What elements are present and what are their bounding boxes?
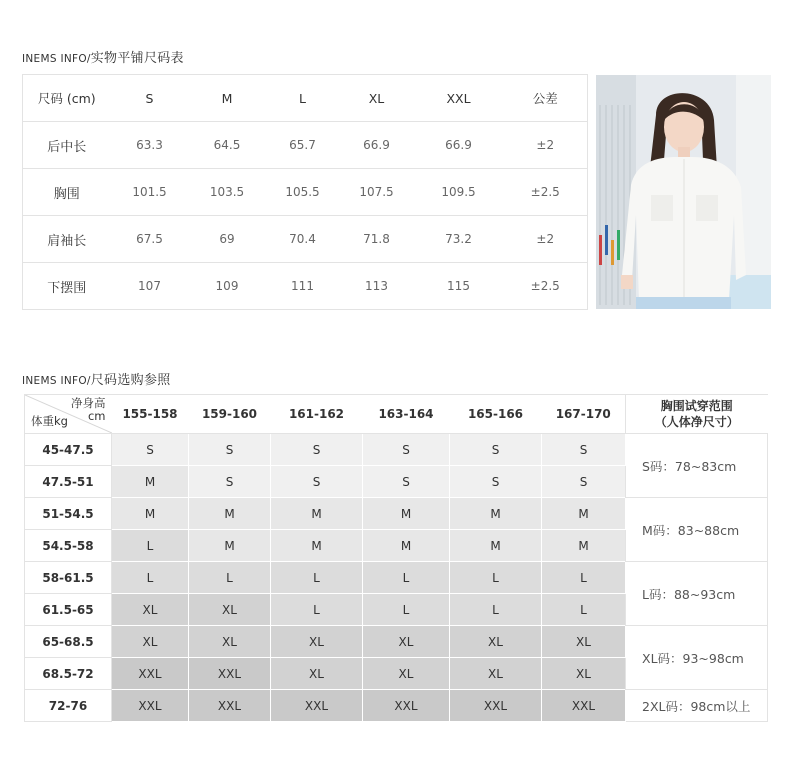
size-cell: L (112, 562, 189, 594)
weight-cell: 65-68.5 (25, 626, 112, 658)
height-header: 165-166 (450, 395, 542, 434)
value-cell: ±2 (504, 122, 588, 169)
header-cell: 尺码 (cm) (23, 75, 111, 122)
header-cell: 公差 (504, 75, 588, 122)
weight-cell: 58-61.5 (25, 562, 112, 594)
size-cell: S (271, 466, 363, 498)
range-header (626, 395, 768, 434)
value-cell: 69 (189, 216, 266, 263)
size-cell: S (363, 434, 450, 466)
size-guide-header-row (25, 395, 768, 434)
value-cell: 66.9 (414, 122, 504, 169)
size-cell: L (271, 594, 363, 626)
value-cell: 105.5 (266, 169, 340, 216)
size-guide-title (22, 369, 171, 388)
size-cell: XL (363, 626, 450, 658)
size-cell: S (450, 434, 542, 466)
value-cell: 111 (266, 263, 340, 310)
size-cell: L (189, 562, 271, 594)
weight-cell: 61.5-65 (25, 594, 112, 626)
value-cell: 101.5 (111, 169, 189, 216)
weight-cell: 51-54.5 (25, 498, 112, 530)
value-cell: 63.3 (111, 122, 189, 169)
size-cell: M (450, 530, 542, 562)
size-cell: S (542, 466, 626, 498)
value-cell: 65.7 (266, 122, 340, 169)
size-cell: XXL (542, 690, 626, 722)
size-cell: M (112, 466, 189, 498)
size-cell: XL (450, 626, 542, 658)
size-cell: S (542, 434, 626, 466)
table-row (25, 434, 768, 466)
corner-cell (25, 395, 112, 434)
weight-cell: 72-76 (25, 690, 112, 722)
size-cell: M (189, 530, 271, 562)
table-row (23, 122, 588, 169)
weight-cell: 45-47.5 (25, 434, 112, 466)
size-table-title (22, 47, 184, 66)
header-cell: L (266, 75, 340, 122)
range-header-line1: 胸围试穿范围 (660, 399, 733, 413)
height-header: 163-164 (363, 395, 450, 434)
size-cell: M (363, 498, 450, 530)
weight-cell: 47.5-51 (25, 466, 112, 498)
value-cell: 71.8 (340, 216, 414, 263)
height-header: 155-158 (112, 395, 189, 434)
model-illustration (596, 75, 771, 309)
range-header-line2: （人体净尺寸） (654, 415, 739, 429)
size-cell: M (112, 498, 189, 530)
size-cell: XL (542, 658, 626, 690)
size-cell: L (450, 594, 542, 626)
size-cell: L (450, 562, 542, 594)
size-cell: XXL (112, 658, 189, 690)
value-cell: 107.5 (340, 169, 414, 216)
chest-range-cell: XL码：93~98cm (626, 626, 768, 690)
height-header: 161-162 (271, 395, 363, 434)
value-cell: 70.4 (266, 216, 340, 263)
size-cell: XXL (189, 658, 271, 690)
size-cell: XL (112, 626, 189, 658)
value-cell: ±2 (504, 216, 588, 263)
row-label: 胸围 (23, 169, 111, 216)
value-cell: 109 (189, 263, 266, 310)
size-cell: S (112, 434, 189, 466)
size-cell: XL (271, 626, 363, 658)
size-cell: XXL (450, 690, 542, 722)
size-cell: XL (363, 658, 450, 690)
row-label: 下摆围 (23, 263, 111, 310)
size-cell: M (450, 498, 542, 530)
size-cell: S (450, 466, 542, 498)
table-row (25, 498, 768, 530)
size-cell: M (189, 498, 271, 530)
size-cell: L (363, 594, 450, 626)
size-cell: XXL (189, 690, 271, 722)
weight-cell: 54.5-58 (25, 530, 112, 562)
size-cell: S (363, 466, 450, 498)
header-cell: XL (340, 75, 414, 122)
size-cell: XXL (271, 690, 363, 722)
value-cell: 113 (340, 263, 414, 310)
title-prefix: INEMS INFO/ (22, 53, 91, 65)
size-cell: L (112, 530, 189, 562)
corner-weight-label: 体重kg (31, 414, 68, 428)
header-cell: XXL (414, 75, 504, 122)
chest-range-cell: M码：83~88cm (626, 498, 768, 562)
model-photo-image (596, 75, 771, 309)
row-label: 后中长 (23, 122, 111, 169)
size-guide-table (24, 394, 768, 722)
size-cell: M (542, 498, 626, 530)
title-main: 实物平铺尺码表 (90, 51, 184, 66)
size-cell: L (363, 562, 450, 594)
weight-cell: 68.5-72 (25, 658, 112, 690)
flat-size-table (22, 74, 588, 310)
size-cell: XXL (112, 690, 189, 722)
height-header: 159-160 (189, 395, 271, 434)
size-cell: XL (542, 626, 626, 658)
header-cell: S (111, 75, 189, 122)
size-table-header-row (23, 75, 588, 122)
size-cell: M (271, 498, 363, 530)
size-cell: L (542, 594, 626, 626)
size-cell: M (271, 530, 363, 562)
corner-height-label (71, 397, 106, 423)
value-cell: 107 (111, 263, 189, 310)
size-cell: XL (450, 658, 542, 690)
chest-range-cell: S码：78~83cm (626, 434, 768, 498)
size-cell: XL (189, 594, 271, 626)
size-cell: XL (189, 626, 271, 658)
size-cell: M (542, 530, 626, 562)
header-cell: M (189, 75, 266, 122)
value-cell: 64.5 (189, 122, 266, 169)
table-row (23, 263, 588, 310)
table-row (23, 216, 588, 263)
value-cell: 67.5 (111, 216, 189, 263)
chest-range-cell: L码：88~93cm (626, 562, 768, 626)
value-cell: 115 (414, 263, 504, 310)
title-main: 尺码选购参照 (90, 373, 171, 388)
table-row (25, 626, 768, 658)
title-prefix: INEMS INFO/ (22, 375, 91, 387)
size-cell: L (542, 562, 626, 594)
size-cell: L (271, 562, 363, 594)
size-cell: XXL (363, 690, 450, 722)
table-row (23, 169, 588, 216)
size-cell: S (189, 466, 271, 498)
table-row (25, 562, 768, 594)
height-unit: cm (87, 409, 106, 423)
table-row (25, 690, 768, 722)
value-cell: ±2.5 (504, 263, 588, 310)
height-header: 167-170 (542, 395, 626, 434)
value-cell: 66.9 (340, 122, 414, 169)
size-cell: XL (112, 594, 189, 626)
size-cell: XL (271, 658, 363, 690)
value-cell: 73.2 (414, 216, 504, 263)
value-cell: ±2.5 (504, 169, 588, 216)
row-label: 肩袖长 (23, 216, 111, 263)
size-cell: M (363, 530, 450, 562)
value-cell: 109.5 (414, 169, 504, 216)
chest-range-cell: 2XL码：98cm以上 (626, 690, 768, 722)
size-cell: S (271, 434, 363, 466)
value-cell: 103.5 (189, 169, 266, 216)
height-text: 净身高 (71, 396, 106, 410)
size-cell: S (189, 434, 271, 466)
